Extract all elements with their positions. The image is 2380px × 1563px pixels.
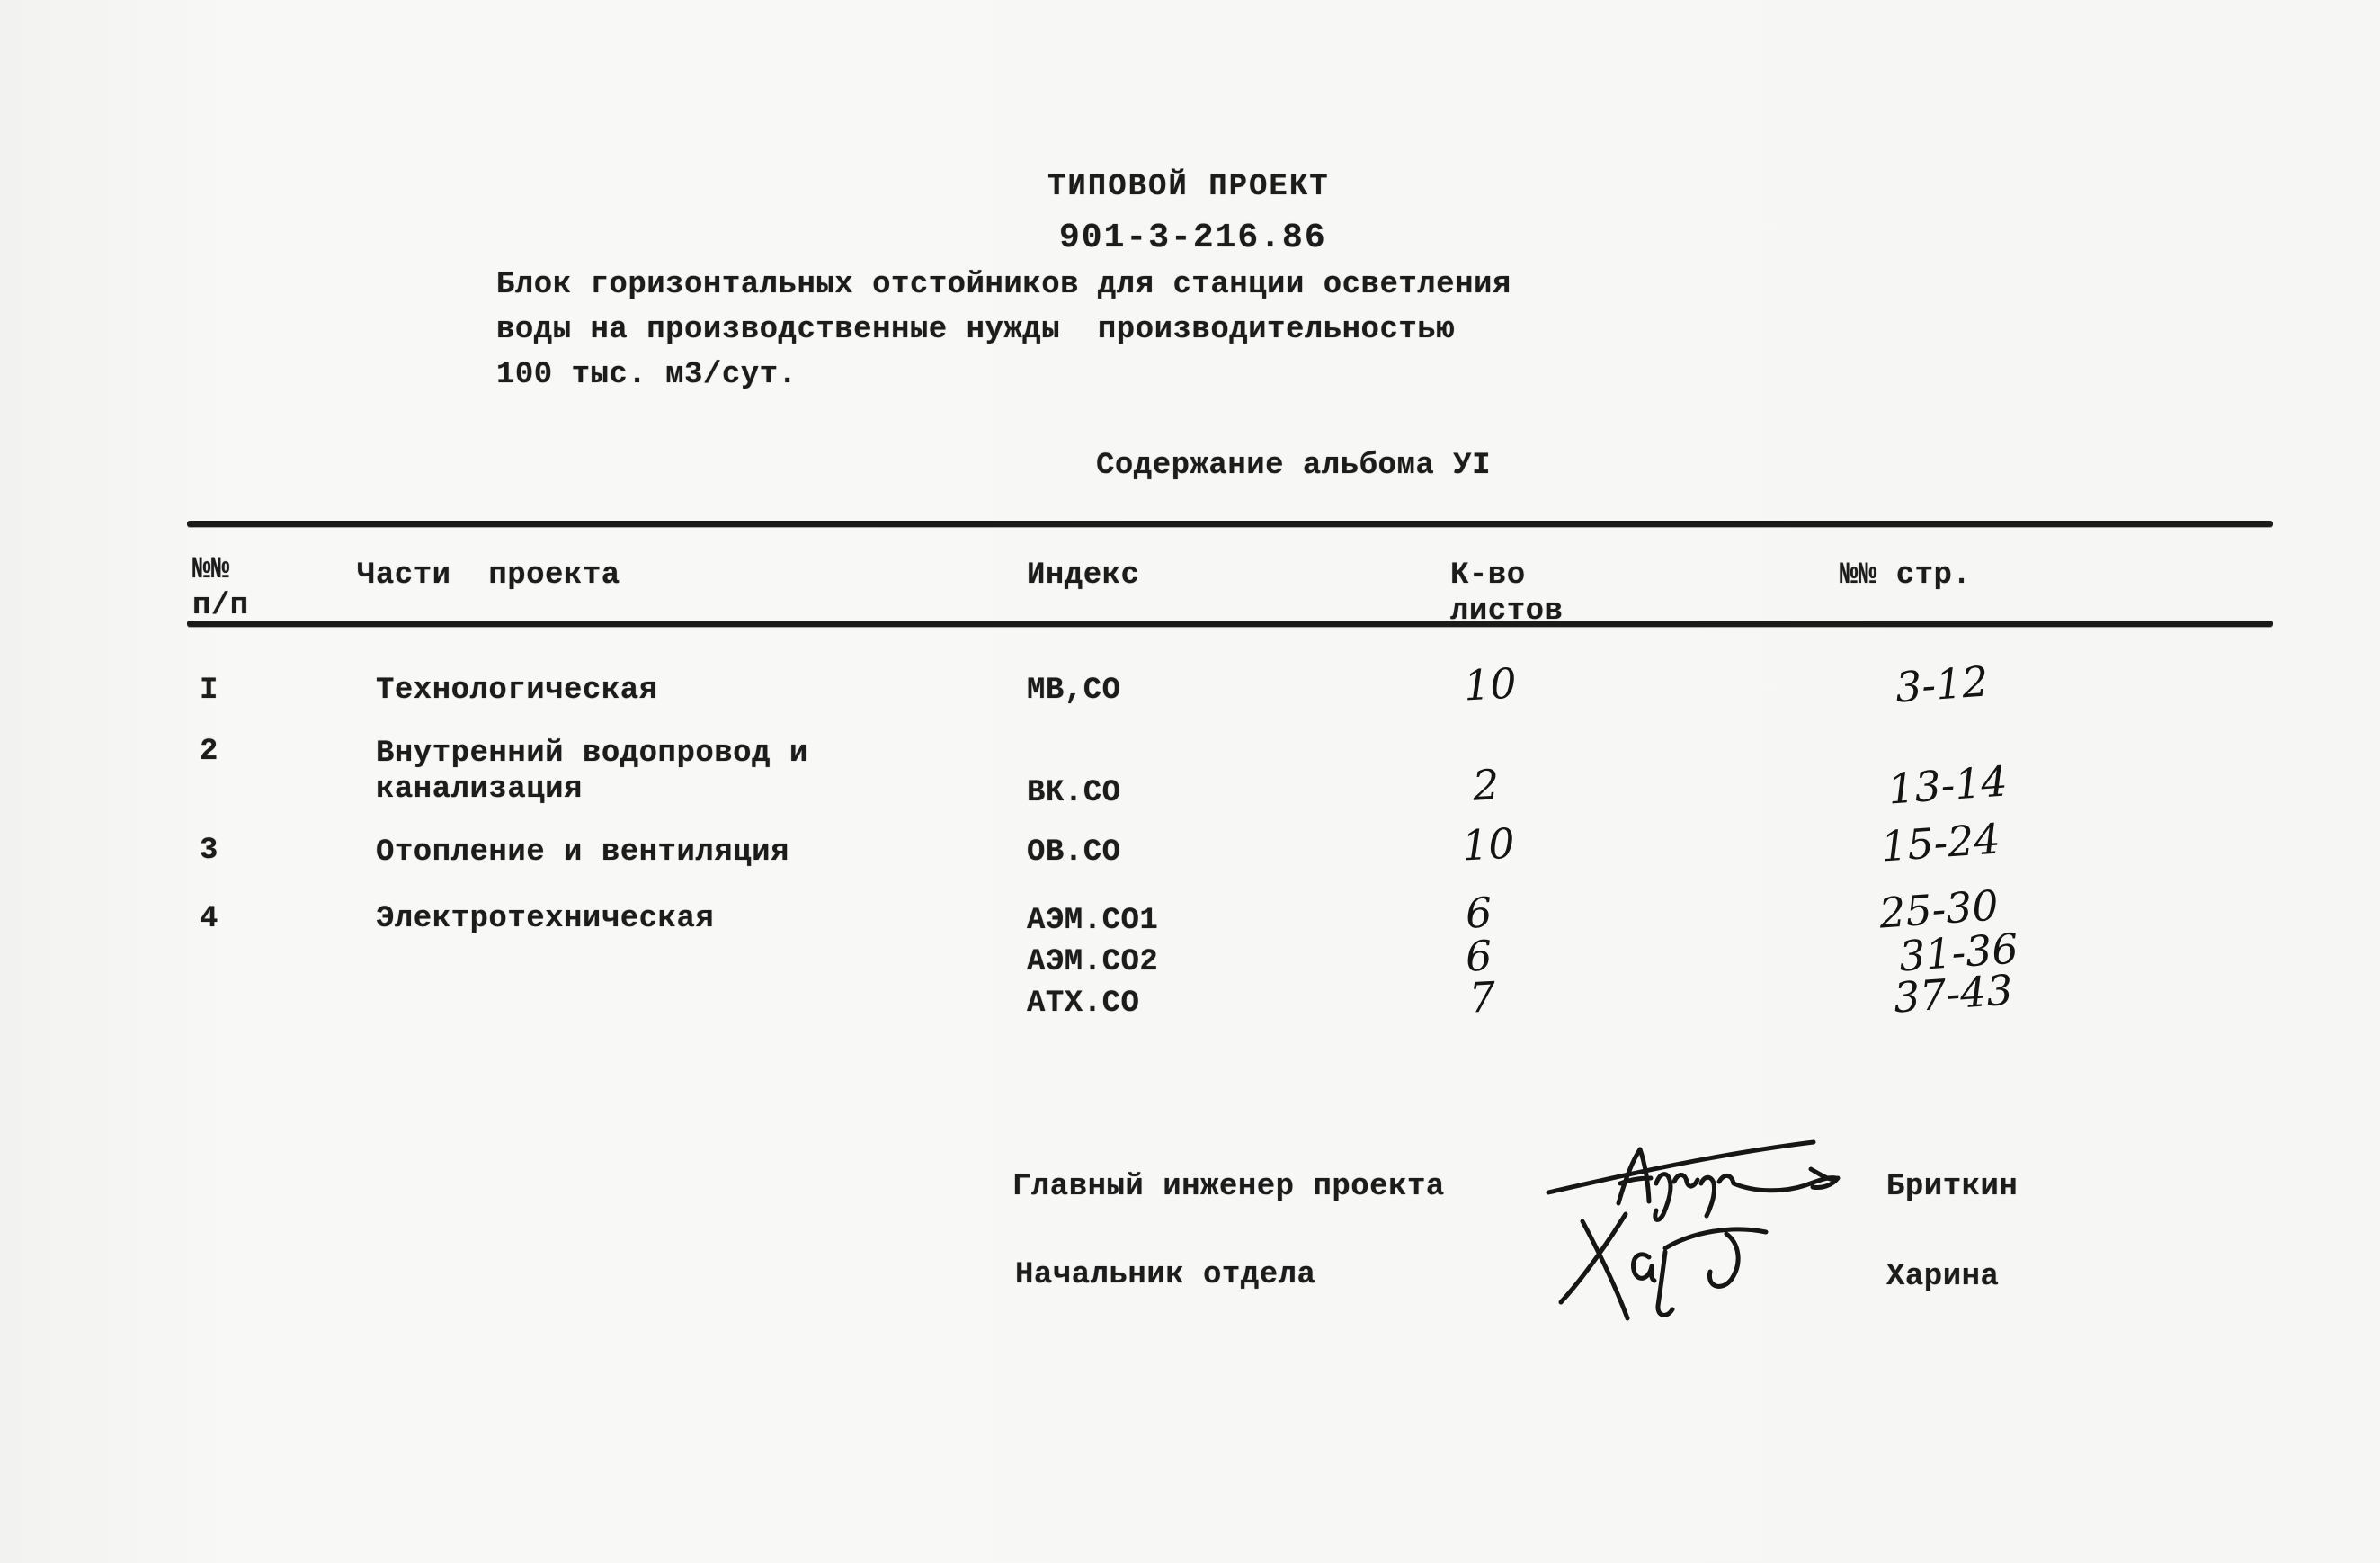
row1-index: МВ,СО [1027, 674, 1121, 708]
row4-part-name: Электротехническая [376, 902, 715, 936]
col-header-num-line2: п/п [192, 589, 249, 623]
col-header-part: Части проекта [357, 558, 620, 593]
row2-pages-range: 13-14 [1886, 756, 2010, 814]
row2-sheets-count: 2 [1471, 760, 1501, 810]
row1-pages-range: 3-12 [1894, 656, 1991, 712]
row2-index: ВК.СО [1027, 776, 1121, 810]
row3-part-name: Отопление и вентиляция [376, 835, 789, 870]
col-header-num-line1: №№ [192, 553, 230, 587]
project-description-line-1: Блок горизонтальных отстойников для станции осветления [496, 268, 1511, 302]
col-header-pages: №№ стр. [1840, 558, 1972, 593]
row4-index-2: АЭМ.СО2 [1027, 945, 1159, 979]
row2-part-name-line1: Внутренний водопровод и [376, 737, 808, 771]
row4-pages-range-2: 31-36 [1897, 924, 2020, 981]
row1-part-name: Технологическая [376, 674, 658, 708]
row4-index-1: АЭМ.СО1 [1027, 904, 1159, 938]
row3-pages-range: 15-24 [1879, 814, 2002, 871]
row1-sheets-count: 10 [1462, 658, 1518, 710]
table-rule-header-bottom [187, 621, 2273, 627]
row4-pages-range-3: 37-43 [1892, 965, 2015, 1023]
contents-heading: Содержание альбома УI [1096, 449, 1491, 483]
col-header-sheets-line1: К-во [1450, 558, 1526, 593]
row1-num: I [200, 674, 218, 708]
row4-sheets-count-2: 6 [1464, 931, 1493, 981]
row2-num: 2 [200, 735, 218, 769]
signature-role-1: Главный инженер проекта [1012, 1170, 1445, 1204]
project-description-line-2: воды на производственные нужды производительностью [496, 313, 1456, 347]
row3-sheets-count: 10 [1460, 818, 1516, 871]
row2-part-name-line2: канализация [376, 773, 583, 807]
project-description-line-3: 100 тыс. м3/сут. [496, 358, 798, 392]
row4-pages-range-1: 25-30 [1877, 880, 2001, 938]
kharina-signature-image [1539, 1201, 1791, 1327]
row3-index: ОВ.СО [1027, 835, 1121, 870]
signature-role-2: Начальник отдела [1015, 1258, 1316, 1292]
row4-index-3: АТХ.СО [1027, 987, 1140, 1021]
col-header-index: Индекс [1027, 558, 1140, 593]
project-kind-title: ТИПОВОЙ ПРОЕКТ [1047, 170, 1330, 204]
table-rule-top [187, 521, 2273, 527]
row4-sheets-count-1: 6 [1464, 888, 1493, 938]
project-number: 901-3-216.86 [1059, 219, 1327, 257]
row3-num: 3 [200, 834, 218, 868]
col-header-sheets-line2: листов [1450, 594, 1564, 629]
signature-name-1: Бриткин [1886, 1170, 2019, 1204]
signature-name-2: Харина [1886, 1260, 2000, 1294]
row4-num: 4 [200, 902, 218, 936]
row4-sheets-count-3: 7 [1467, 972, 1497, 1023]
